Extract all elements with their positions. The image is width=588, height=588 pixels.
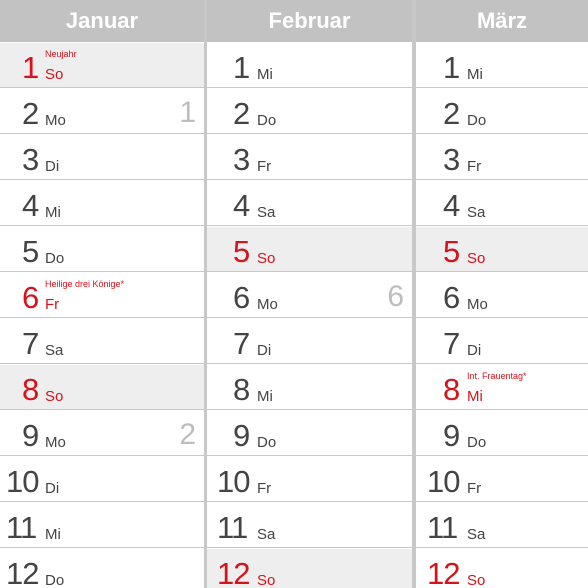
weekday-label: Mo bbox=[45, 434, 66, 451]
day-number: 1 bbox=[22, 50, 39, 85]
day-row[interactable] bbox=[0, 181, 204, 226]
day-number: 1 bbox=[233, 50, 250, 85]
weekday-label: Fr bbox=[257, 158, 272, 175]
day-row[interactable] bbox=[207, 365, 412, 410]
day-row[interactable] bbox=[0, 273, 204, 318]
weekday-label: Mo bbox=[257, 296, 278, 313]
day-number: 2 bbox=[233, 96, 250, 131]
month-column-maerz bbox=[416, 0, 588, 588]
weekday-label: So bbox=[257, 572, 276, 588]
day-row[interactable] bbox=[0, 549, 204, 588]
weekday-label: So bbox=[467, 250, 486, 267]
day-row[interactable] bbox=[0, 135, 204, 180]
day-row[interactable] bbox=[416, 365, 588, 410]
weekday-label: Do bbox=[257, 434, 277, 451]
day-number: 9 bbox=[233, 418, 250, 453]
day-number: 3 bbox=[233, 142, 250, 177]
weekday-label: Do bbox=[257, 112, 277, 129]
holiday-label: Neujahr bbox=[45, 49, 77, 59]
day-row[interactable] bbox=[416, 89, 588, 134]
weekday-label: Di bbox=[467, 342, 482, 359]
holiday-label: Int. Frauentag* bbox=[467, 371, 527, 381]
day-row[interactable] bbox=[0, 43, 204, 88]
week-number: 1 bbox=[179, 96, 196, 129]
weekday-label: Mi bbox=[257, 388, 273, 405]
day-number: 7 bbox=[443, 326, 460, 361]
day-row[interactable] bbox=[416, 227, 588, 272]
day-row[interactable] bbox=[416, 549, 588, 588]
day-row[interactable] bbox=[416, 181, 588, 226]
day-number: 6 bbox=[22, 280, 39, 315]
weekday-label: Mi bbox=[45, 204, 61, 221]
day-row[interactable] bbox=[207, 227, 412, 272]
day-row[interactable] bbox=[416, 457, 588, 502]
weekday-label: Mo bbox=[45, 112, 66, 129]
day-number: 10 bbox=[427, 464, 460, 499]
day-row[interactable] bbox=[0, 411, 204, 456]
day-number: 12 bbox=[217, 556, 250, 588]
weekday-label: So bbox=[467, 572, 486, 588]
week-number: 2 bbox=[179, 418, 196, 451]
day-number: 3 bbox=[22, 142, 39, 177]
weekday-label: Do bbox=[467, 434, 487, 451]
day-number: 9 bbox=[22, 418, 39, 453]
day-row[interactable] bbox=[207, 411, 412, 456]
day-row[interactable] bbox=[207, 273, 412, 318]
week-number: 6 bbox=[387, 280, 404, 313]
day-row[interactable] bbox=[207, 549, 412, 588]
weekday-label: Di bbox=[45, 480, 60, 497]
day-row[interactable] bbox=[207, 89, 412, 134]
day-number: 5 bbox=[443, 234, 460, 269]
weekday-label: Di bbox=[45, 158, 60, 175]
day-number: 8 bbox=[443, 372, 460, 407]
day-number: 5 bbox=[233, 234, 250, 269]
day-row[interactable] bbox=[207, 319, 412, 364]
weekday-label: Mi bbox=[45, 526, 61, 543]
day-number: 11 bbox=[6, 510, 37, 545]
day-row[interactable] bbox=[207, 135, 412, 180]
weekday-label: So bbox=[257, 250, 276, 267]
day-number: 12 bbox=[427, 556, 460, 588]
day-number: 7 bbox=[233, 326, 250, 361]
day-number: 6 bbox=[443, 280, 460, 315]
day-number: 2 bbox=[22, 96, 39, 131]
month-header: Februar bbox=[207, 0, 412, 42]
day-number: 4 bbox=[22, 188, 39, 223]
day-number: 4 bbox=[233, 188, 250, 223]
weekday-label: Sa bbox=[467, 204, 486, 221]
day-number: 6 bbox=[233, 280, 250, 315]
weekday-label: Fr bbox=[45, 296, 60, 313]
day-number: 7 bbox=[22, 326, 39, 361]
day-number: 10 bbox=[217, 464, 250, 499]
day-row[interactable] bbox=[0, 503, 204, 548]
day-row[interactable] bbox=[207, 181, 412, 226]
day-row[interactable] bbox=[0, 319, 204, 364]
day-number: 8 bbox=[22, 372, 39, 407]
holiday-label: Heilige drei Könige* bbox=[45, 279, 125, 289]
day-number: 3 bbox=[443, 142, 460, 177]
day-number: 11 bbox=[427, 510, 458, 545]
weekday-label: Do bbox=[467, 112, 487, 129]
weekday-label: So bbox=[45, 66, 64, 83]
month-header: März bbox=[416, 0, 588, 42]
day-row[interactable] bbox=[416, 319, 588, 364]
day-row[interactable] bbox=[416, 273, 588, 318]
day-number: 12 bbox=[6, 556, 39, 588]
weekday-label: Do bbox=[45, 572, 65, 588]
weekday-label: Fr bbox=[467, 480, 482, 497]
weekday-label: So bbox=[45, 388, 64, 405]
day-row[interactable] bbox=[207, 457, 412, 502]
month-column-februar bbox=[207, 0, 412, 588]
weekday-label: Fr bbox=[467, 158, 482, 175]
day-row[interactable] bbox=[207, 503, 412, 548]
day-row[interactable] bbox=[416, 43, 588, 88]
day-number: 9 bbox=[443, 418, 460, 453]
day-number: 4 bbox=[443, 188, 460, 223]
weekday-label: Sa bbox=[257, 526, 276, 543]
weekday-label: Mi bbox=[257, 66, 273, 83]
day-row[interactable] bbox=[416, 503, 588, 548]
day-number: 10 bbox=[6, 464, 39, 499]
day-row[interactable] bbox=[416, 411, 588, 456]
weekday-label: Mi bbox=[467, 388, 483, 405]
day-row[interactable] bbox=[416, 135, 588, 180]
day-number: 11 bbox=[217, 510, 248, 545]
month-column-januar bbox=[0, 0, 204, 588]
weekday-label: Mo bbox=[467, 296, 488, 313]
day-row[interactable] bbox=[207, 43, 412, 88]
weekday-label: Do bbox=[45, 250, 65, 267]
weekday-label: Di bbox=[257, 342, 272, 359]
day-row[interactable] bbox=[0, 89, 204, 134]
day-number: 1 bbox=[443, 50, 460, 85]
weekday-label: Sa bbox=[467, 526, 486, 543]
day-row[interactable] bbox=[0, 227, 204, 272]
weekday-label: Mi bbox=[467, 66, 483, 83]
month-header: Januar bbox=[0, 0, 204, 42]
day-number: 2 bbox=[443, 96, 460, 131]
day-number: 8 bbox=[233, 372, 250, 407]
day-row[interactable] bbox=[0, 457, 204, 502]
weekday-label: Fr bbox=[257, 480, 272, 497]
weekday-label: Sa bbox=[257, 204, 276, 221]
day-row[interactable] bbox=[0, 365, 204, 410]
day-number: 5 bbox=[22, 234, 39, 269]
weekday-label: Sa bbox=[45, 342, 64, 359]
